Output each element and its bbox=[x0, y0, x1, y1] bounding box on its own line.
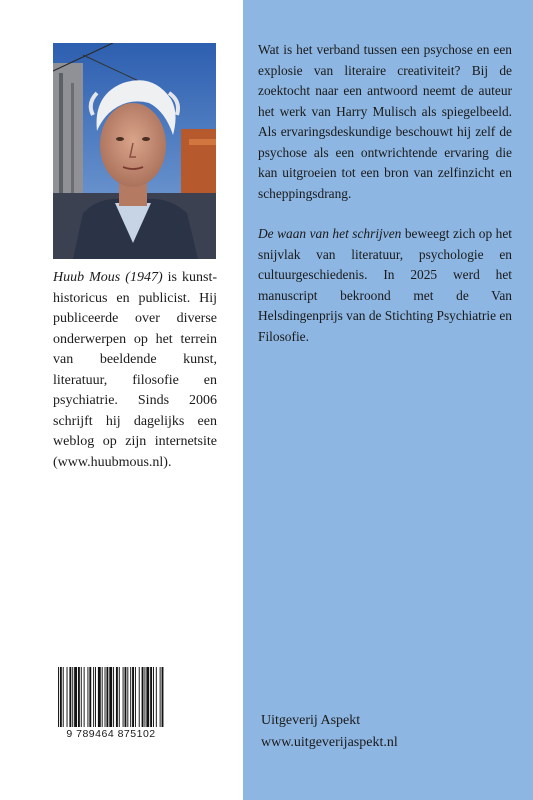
barcode-bar bbox=[139, 667, 140, 729]
barcode-bar bbox=[135, 667, 136, 729]
isbn-number: 9 789464 875102 bbox=[54, 727, 168, 741]
barcode-bar bbox=[102, 667, 103, 729]
publisher-name: Uitgeverij Aspekt bbox=[261, 713, 361, 728]
barcode-bar bbox=[153, 667, 154, 729]
barcode-bar bbox=[106, 667, 108, 729]
book-title: De waan van het schrijven bbox=[258, 226, 402, 241]
barcode-bar bbox=[150, 667, 152, 729]
blurb-paragraph-1: Wat is het verband tussen een psychose en een explosie van literaire creativiteit? Bij de zoektocht naar een antwoord neemt de auteur het werk van Harry Mulisch als spiegelbeeld. Als ervaringsdeskundige beschouwt hij zelf de psychose als een ontwrichtende ervaring die kan uitgroeien tot een bron van zelfinzicht en scheppingsdrang. bbox=[258, 42, 512, 201]
barcode-bar bbox=[93, 667, 94, 729]
barcode-bar bbox=[127, 667, 128, 729]
barcode-bar bbox=[105, 667, 106, 729]
barcode-bar bbox=[130, 667, 131, 729]
barcode-bar bbox=[132, 667, 134, 729]
publisher-website[interactable]: www.uitgeverijaspekt.nl bbox=[261, 735, 398, 750]
barcode-bar bbox=[58, 667, 59, 729]
barcode-bar bbox=[144, 667, 145, 729]
barcode-bar bbox=[125, 667, 127, 729]
barcode-bar bbox=[81, 667, 82, 729]
author-photo bbox=[53, 43, 216, 259]
barcode-bar bbox=[119, 667, 120, 729]
barcode-bar bbox=[142, 667, 144, 729]
book-blurb bbox=[258, 40, 512, 347]
barcode-bar bbox=[78, 667, 80, 729]
barcode-bar bbox=[116, 667, 118, 729]
barcode-bar bbox=[89, 667, 91, 729]
barcode-bar bbox=[67, 667, 68, 729]
barcode-bar bbox=[60, 667, 62, 729]
blurb-paragraph-2 bbox=[258, 224, 512, 347]
barcode-bar bbox=[63, 667, 64, 729]
barcode-bar bbox=[69, 667, 71, 729]
author-name: Huub Mous (1947) bbox=[53, 270, 163, 285]
barcode-bar bbox=[95, 667, 96, 729]
barcode-bar bbox=[109, 667, 112, 729]
barcode-bar bbox=[146, 667, 149, 729]
author-bio-text: is kunst-historicus en publicist. Hij publiceerde over diverse onderwerpen op het terrein van beeldende kunst, literatuur, filosofie en psychiatrie. Sinds 2006 schrijft hij dagelijks een weblog op zijn internetsite (www.huubmous.nl). bbox=[53, 270, 218, 470]
barcode-bar bbox=[160, 667, 161, 729]
barcode-bar bbox=[74, 667, 77, 729]
author-bio bbox=[53, 268, 217, 473]
barcode-bar bbox=[162, 667, 164, 729]
barcode-bar bbox=[87, 667, 88, 729]
barcode-bar bbox=[98, 667, 101, 729]
barcode-bar bbox=[156, 667, 157, 729]
barcode-bar bbox=[72, 667, 73, 729]
barcode-bar bbox=[123, 667, 124, 729]
barcode-bar bbox=[113, 667, 114, 729]
blurb-paragraph-2-text: beweegt zich op het snijvlak van literatuur, psychologie en cultuurgeschiedenis. In 2025 werd het manuscript bekroond met de Van Helsdingenprijs van de Stichting Psychiatrie en Filosofie. bbox=[258, 226, 513, 344]
barcode-bar bbox=[84, 667, 85, 729]
publisher-block bbox=[261, 710, 398, 754]
